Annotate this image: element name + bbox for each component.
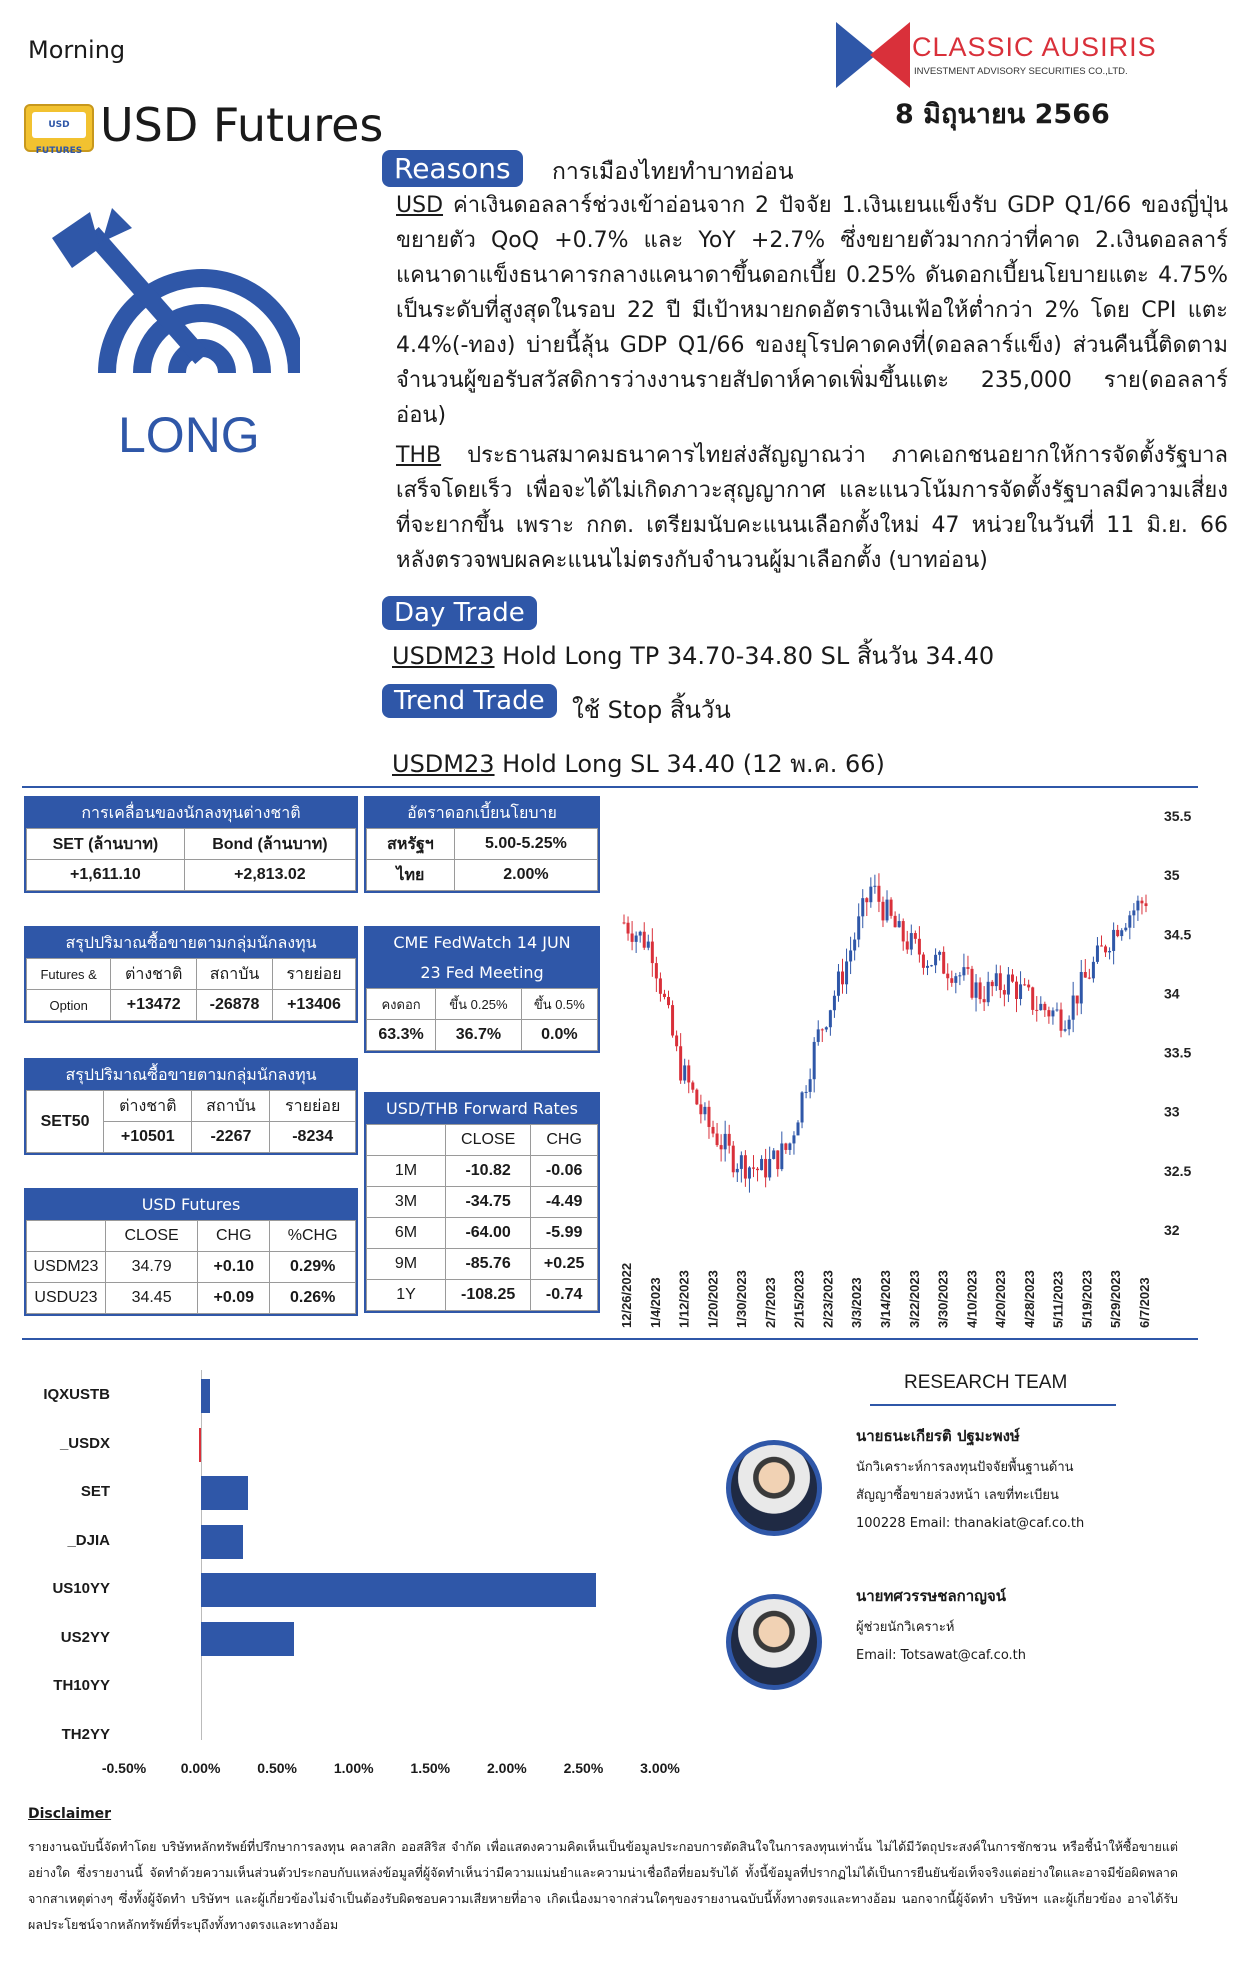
- day-trade-text: Hold Long TP 34.70-34.80 SL สิ้นวัน 34.40: [494, 642, 995, 670]
- candle-body: [792, 1135, 795, 1143]
- market-change-bar-chart: [0, 1350, 720, 1790]
- y-tick-label: 34: [1164, 985, 1180, 1002]
- fedwatch-title: [366, 928, 598, 988]
- investor-val: -2267: [192, 1122, 270, 1153]
- x-tick-label: 1/4/2023: [647, 1277, 663, 1328]
- candle-body: [987, 982, 990, 1002]
- report-date: 8 มิถุนายน 2566: [895, 99, 1110, 130]
- bar-mark: [201, 1476, 248, 1510]
- candle-body: [894, 916, 897, 927]
- candle-body: [922, 955, 925, 968]
- usd-futures-table-box: [24, 1188, 358, 1316]
- candle-body: [1108, 951, 1111, 952]
- trend-trade-contract: USDM23: [392, 750, 495, 778]
- bar-mark: [201, 1622, 294, 1656]
- fedwatch-box: [364, 926, 600, 1053]
- candle-body: [906, 941, 909, 949]
- investor-futures-label: Futures &: [27, 959, 111, 990]
- x-tick-label: 3/3/2023: [849, 1277, 865, 1328]
- candle-body: [1027, 985, 1030, 988]
- candle-body: [1064, 1029, 1067, 1031]
- candle-body: [890, 900, 893, 916]
- candle-body: [813, 1042, 816, 1079]
- candle-body: [1039, 1004, 1042, 1010]
- usd-futures-chg: +0.10: [198, 1252, 270, 1283]
- candle-body: [1120, 930, 1123, 936]
- candle-body: [764, 1159, 767, 1177]
- x-tick-label: 4/28/2023: [1021, 1270, 1037, 1328]
- candle-body: [845, 961, 848, 984]
- forward-tenor: 3M: [367, 1187, 446, 1218]
- candle-body: [756, 1169, 759, 1170]
- candle-body: [841, 972, 844, 985]
- candle-body: [999, 973, 1002, 990]
- y-tick-label: 33.5: [1164, 1044, 1192, 1061]
- foreign-flow-box: [24, 796, 358, 893]
- candle-body: [1047, 1010, 1050, 1016]
- investor-set50-title: สรุปปริมาณซื้อขายตามกลุ่มนักลงทุน: [26, 1060, 356, 1090]
- candle-body: [623, 922, 626, 923]
- section-divider-top: [22, 786, 1198, 788]
- target-arrow-icon: [52, 208, 300, 378]
- candle-body: [825, 1027, 828, 1029]
- x-tick-label: 1/20/2023: [705, 1270, 721, 1328]
- investor-val: -8234: [270, 1122, 356, 1153]
- candle-body: [647, 942, 650, 948]
- policy-rate-value: 2.00%: [454, 860, 597, 891]
- candle-body: [631, 934, 634, 942]
- x-tick-label: 3/22/2023: [906, 1270, 922, 1328]
- investor-val: +13406: [272, 990, 355, 1021]
- investor-col: สถาบัน: [192, 1091, 270, 1122]
- fedwatch-col: คงดอก: [367, 989, 436, 1020]
- thb-reason-paragraph: [396, 438, 1228, 578]
- candle-body: [671, 1005, 674, 1035]
- investor-col: รายย่อย: [272, 959, 355, 990]
- usd-futures-close: 34.45: [106, 1283, 198, 1314]
- candle-body: [817, 1029, 820, 1042]
- x-tick-label: 4/20/2023: [993, 1270, 1009, 1328]
- candle-body: [857, 916, 860, 939]
- candle-body: [679, 1046, 682, 1080]
- x-tick-label: 2/23/2023: [820, 1270, 836, 1328]
- brand-name: CLASSIC AUSIRIS: [912, 32, 1157, 62]
- candle-body: [1015, 982, 1018, 999]
- candle-body: [975, 982, 978, 997]
- candle-body: [995, 973, 998, 986]
- usd-reason-paragraph: [396, 188, 1228, 433]
- foreign-flow-col1: SET (ล้านบาท): [27, 829, 185, 860]
- candle-body: [772, 1150, 775, 1159]
- candle-body: [732, 1146, 735, 1173]
- product-title: USD Futures: [100, 98, 384, 152]
- trend-trade-note: ใช้ Stop สิ้นวัน: [572, 696, 731, 724]
- assistant-photo: [726, 1594, 822, 1690]
- disclaimer-text: รายงานฉบับนี้จัดทำโดย บริษัทหลักทรัพย์ที่ปรึกษาการลงทุน คลาสสิก ออสสิริส จำกัด เพื่อแสดงความคิดเห็นเป็นข้อมูลประกอบการตัดสินใจในการลงทุนเท่านั้น ไม่ได้มีวัตถุประสงค์ในการชักชวน หรือชี้นำให้ซื้อขายแต่อย่างใด ซึ่งรายงานนี้ จัดทำด้วยความเห็นส่วนตัวประกอบกับแหล่งข้อมูลที่ผู้จัดทำเห็นว่ามีความแม่นยำและความน่าเชื่อถือที่ยอมรับได้ ทั้งนี้ข้อมูลที่ปรากฏไม่ได้เป็นการยืนยันข้อเท็จจริงแต่อย่างใดและอาจมีข้อผิดพลาดจากสาเหตุต่างๆ ซึ่งทั้งผู้จัดทำ บริษัทฯ และผู้เกี่ยวข้องไม่จำเป็นต้องรับผิดชอบความเสียหายที่อาจ เกิดเนื่องมาจากส่วนใดๆของรายงานฉบับนี้ทั้งทางตรงและทางอ้อม นอกจากนี้ผู้จัดทำ บริษัทฯ และผู้เกี่ยวข้อง อาจได้รับผลประโยชน์จากหลักทรัพย์ที่ระบุถึงทั้งทางตรงและทางอ้อม: [28, 1839, 1178, 1932]
- candle-body: [675, 1036, 678, 1047]
- usd-futures-close: 34.79: [106, 1252, 198, 1283]
- candle-body: [1128, 915, 1131, 927]
- policy-rate-value: 5.00-5.25%: [454, 829, 597, 860]
- foreign-flow-val2: +2,813.02: [184, 860, 355, 891]
- forward-rates-box: [364, 1092, 600, 1313]
- foreign-flow-title: การเคลื่อนของนักลงทุนต่างชาติ: [26, 798, 356, 828]
- bar-category-label: TH10YY: [53, 1677, 110, 1695]
- session-label: Morning: [28, 36, 126, 64]
- reasons-tag: Reasons: [382, 150, 523, 187]
- analyst-line: สัญญาซื้อขายล่วงหน้า เลขที่ทะเบียน: [856, 1488, 1059, 1503]
- x-tick-label: 0.00%: [180, 1760, 221, 1776]
- x-tick-label: 2.50%: [563, 1760, 604, 1776]
- policy-rate-key: สหรัฐฯ: [367, 829, 455, 860]
- investor-futures-box: [24, 926, 358, 1023]
- fedwatch-col: ขึ้น 0.5%: [521, 989, 597, 1020]
- assistant-line: ผู้ช่วยนักวิเคราะห์: [856, 1620, 955, 1635]
- candle-body: [1023, 984, 1026, 985]
- usd-futures-chg: +0.09: [198, 1283, 270, 1314]
- y-tick-label: 33: [1164, 1103, 1180, 1120]
- fedwatch-title-1: CME FedWatch 14 JUN: [393, 933, 571, 952]
- badge-text: USD FUTURES: [32, 112, 86, 138]
- investor-val: +13472: [111, 990, 197, 1021]
- candle-body: [873, 886, 876, 887]
- candle-body: [1072, 996, 1075, 1020]
- usd-futures-table-title: USD Futures: [26, 1190, 356, 1220]
- usd-futures-pct: 0.29%: [270, 1252, 356, 1283]
- candle-body: [1116, 930, 1119, 936]
- candle-body: [1051, 1010, 1054, 1016]
- analyst-photo: [726, 1440, 822, 1536]
- usd-futures-col: %CHG: [270, 1221, 356, 1252]
- x-tick-label: 3/30/2023: [935, 1270, 951, 1328]
- analyst-card: [856, 1424, 1084, 1538]
- x-tick-label: 0.50%: [257, 1760, 297, 1776]
- forward-close: -85.76: [446, 1249, 531, 1280]
- forward-tenor: 9M: [367, 1249, 446, 1280]
- investor-futures-label: Option: [27, 990, 111, 1021]
- bar-mark: [201, 1573, 596, 1607]
- forward-rates-title: USD/THB Forward Rates: [366, 1094, 598, 1124]
- x-tick-label: 1/12/2023: [676, 1270, 692, 1328]
- investor-col: ต่างชาติ: [111, 959, 197, 990]
- candle-body: [635, 936, 638, 942]
- candle-body: [971, 969, 974, 998]
- candle-body: [934, 955, 937, 965]
- trend-trade-tag: Trend Trade: [382, 684, 557, 718]
- candle-body: [958, 975, 961, 976]
- candle-body: [1136, 901, 1139, 911]
- candle-body: [1055, 1009, 1058, 1010]
- forward-col: CLOSE: [446, 1125, 531, 1156]
- candle-body: [1140, 901, 1143, 904]
- brand-sub: INVESTMENT ADVISORY SECURITIES CO.,LTD.: [914, 66, 1128, 77]
- candle-body: [1011, 975, 1014, 982]
- x-tick-label: 1.00%: [333, 1760, 374, 1776]
- candle-body: [914, 933, 917, 939]
- candle-body: [768, 1159, 771, 1177]
- candle-body: [784, 1143, 787, 1149]
- analyst-email: 100228 Email: thanakiat@caf.co.th: [856, 1516, 1085, 1531]
- bar-category-label: _DJIA: [67, 1531, 110, 1549]
- candle-body: [663, 994, 666, 997]
- candle-body: [881, 902, 884, 921]
- candle-body: [1084, 972, 1087, 978]
- candle-body: [655, 963, 658, 978]
- candle-body: [849, 950, 852, 961]
- candle-body: [639, 932, 642, 936]
- policy-rate-title: อัตราดอกเบี้ยนโยบาย: [366, 798, 598, 828]
- candle-body: [691, 1082, 694, 1089]
- reasons-headline: การเมืองไทยทำบาทอ่อน: [552, 159, 794, 185]
- usd-futures-badge: [24, 104, 94, 156]
- candle-body: [902, 921, 905, 941]
- candle-body: [1031, 987, 1034, 1010]
- candle-body: [1112, 930, 1115, 951]
- candle-body: [979, 982, 982, 999]
- candle-body: [938, 952, 941, 955]
- x-tick-label: 2/15/2023: [791, 1270, 807, 1328]
- candle-body: [966, 967, 969, 969]
- bar-mark: [199, 1428, 201, 1462]
- assistant-email: Email: Totsawat@caf.co.th: [856, 1648, 1027, 1663]
- candle-body: [752, 1167, 755, 1168]
- research-team-title: RESEARCH TEAM: [904, 1372, 1068, 1393]
- candle-body: [861, 898, 864, 916]
- candle-body: [707, 1107, 710, 1127]
- bar-category-label: IQXUSTB: [43, 1386, 110, 1404]
- forward-col: CHG: [531, 1125, 598, 1156]
- usd-futures-col: CLOSE: [106, 1221, 198, 1252]
- analyst-line: นักวิเคราะห์การลงทุนปัจจัยพื้นฐานด้าน: [856, 1460, 1074, 1475]
- candle-body: [962, 967, 965, 975]
- fedwatch-val: 36.7%: [436, 1020, 522, 1051]
- x-tick-label: 6/7/2023: [1137, 1277, 1152, 1328]
- policy-rate-key: ไทย: [367, 860, 455, 891]
- candle-body: [627, 923, 630, 934]
- candle-body: [1043, 1004, 1046, 1010]
- candle-body: [1007, 975, 1010, 995]
- candle-body: [659, 978, 662, 993]
- y-tick-label: 32.5: [1164, 1162, 1192, 1179]
- foreign-flow-col2: Bond (ล้านบาท): [184, 829, 355, 860]
- bar-category-label: US2YY: [60, 1628, 110, 1646]
- candle-body: [683, 1065, 686, 1080]
- x-tick-label: -0.50%: [101, 1760, 147, 1776]
- candle-body: [991, 982, 994, 986]
- y-tick-label: 35.5: [1164, 808, 1192, 824]
- candle-body: [898, 921, 901, 927]
- fedwatch-val: 0.0%: [521, 1020, 597, 1051]
- usd-futures-symbol: USDM23: [27, 1252, 106, 1283]
- usd-futures-symbol: USDU23: [27, 1283, 106, 1314]
- forward-tenor: 6M: [367, 1218, 446, 1249]
- investor-col: สถาบัน: [197, 959, 273, 990]
- forward-close: -10.82: [446, 1156, 531, 1187]
- candle-body: [1100, 945, 1103, 946]
- candle-body: [788, 1143, 791, 1150]
- candle-body: [643, 932, 646, 948]
- candle-body: [942, 952, 945, 974]
- usd-futures-pct: 0.26%: [270, 1283, 356, 1314]
- day-trade-line: [392, 636, 994, 675]
- candle-body: [821, 1029, 824, 1030]
- investor-set50-box: [24, 1058, 358, 1155]
- disclaimer-title: Disclaimer: [28, 1806, 112, 1822]
- investor-futures-title: สรุปปริมาณซื้อขายตามกลุ่มนักลงทุน: [26, 928, 356, 958]
- candle-body: [1088, 978, 1091, 979]
- analyst-name: นายธนะเกียรติ ปฐมะพงษ์: [856, 1427, 1020, 1445]
- candle-body: [797, 1122, 800, 1135]
- candle-body: [833, 996, 836, 1010]
- x-tick-label: 2/7/2023: [762, 1277, 778, 1328]
- candle-body: [780, 1143, 783, 1169]
- forward-close: -108.25: [446, 1280, 531, 1311]
- candle-body: [1132, 910, 1135, 915]
- candle-body: [805, 1092, 808, 1093]
- candle-body: [1035, 1010, 1038, 1011]
- candle-body: [926, 966, 929, 968]
- candle-body: [740, 1155, 743, 1169]
- candle-body: [748, 1167, 751, 1178]
- fedwatch-title-2: 23 Fed Meeting: [420, 963, 544, 982]
- candle-body: [809, 1079, 812, 1092]
- candle-body: [720, 1145, 723, 1149]
- y-tick-label: 35: [1164, 867, 1180, 884]
- investor-col: ต่างชาติ: [104, 1091, 192, 1122]
- bar-category-label: SET: [80, 1483, 110, 1501]
- x-tick-label: 2.00%: [486, 1760, 527, 1776]
- forward-chg: -4.49: [531, 1187, 598, 1218]
- x-tick-label: 5/11/2023: [1050, 1270, 1066, 1328]
- x-tick-label: 3.00%: [640, 1760, 680, 1776]
- fedwatch-col: ขึ้น 0.25%: [436, 989, 522, 1020]
- candle-body: [1145, 903, 1148, 906]
- day-trade-tag: Day Trade: [382, 596, 537, 630]
- forward-close: -64.00: [446, 1218, 531, 1249]
- fedwatch-val: 63.3%: [367, 1020, 436, 1051]
- forward-close: -34.75: [446, 1187, 531, 1218]
- candle-body: [950, 978, 953, 983]
- y-tick-label: 34.5: [1164, 926, 1192, 943]
- x-tick-label: 3/14/2023: [878, 1270, 893, 1328]
- candle-body: [918, 939, 921, 955]
- candle-body: [712, 1127, 715, 1134]
- candle-body: [853, 940, 856, 951]
- candle-body: [651, 942, 654, 964]
- candle-body: [801, 1092, 804, 1122]
- candle-body: [910, 933, 913, 949]
- thb-key: THB: [396, 443, 442, 468]
- forward-chg: -5.99: [531, 1218, 598, 1249]
- candle-body: [724, 1134, 727, 1149]
- x-tick-label: 1.50%: [410, 1760, 451, 1776]
- y-tick-label: 32: [1164, 1222, 1180, 1238]
- candle-body: [865, 898, 868, 902]
- research-team-underline: [870, 1404, 1116, 1406]
- x-tick-label: 5/29/2023: [1108, 1270, 1124, 1328]
- investor-col: รายย่อย: [270, 1091, 356, 1122]
- candle-body: [886, 900, 889, 921]
- candle-body: [716, 1134, 719, 1146]
- trend-trade-line: [392, 744, 885, 783]
- candle-body: [744, 1155, 747, 1178]
- thb-text: ประธานสมาคมธนาคารไทยส่งสัญญาณว่า ภาคเอกชนอยากให้การจัดตั้งรัฐบาลเสร็จโดยเร็ว เพื่อจะได้ไม่เกิดภาวะสุญญากาศ และแนวโน้มการจัดตั้งรัฐบาลมีความเสี่ยงที่จะยากขึ้น เพราะ กกต. เตรียมนับคะแนนเลือกตั้งใหม่ 47 หน่วยในวันที่ 11 มิ.ย. 66 หลังตรวจพบผลคะแนนไม่ตรงกับจำนวนผู้มาเลือกตั้ง (บาทอ่อน): [396, 443, 1228, 573]
- usd-futures-col: CHG: [198, 1221, 270, 1252]
- candle-body: [946, 974, 949, 979]
- forward-chg: +0.25: [531, 1249, 598, 1280]
- candle-body: [703, 1107, 706, 1114]
- candle-body: [736, 1169, 739, 1172]
- candle-body: [1076, 996, 1079, 1004]
- candle-body: [1096, 945, 1099, 961]
- section-divider-bottom: [22, 1338, 1198, 1340]
- bar-category-label: _USDX: [59, 1434, 110, 1452]
- candle-body: [760, 1159, 763, 1170]
- policy-rate-box: [364, 796, 600, 893]
- usdthb-candlestick-chart: [612, 800, 1212, 1330]
- candle-body: [699, 1104, 702, 1114]
- candle-body: [869, 887, 872, 903]
- candle-body: [829, 1010, 832, 1027]
- day-trade-contract: USDM23: [392, 642, 495, 670]
- trend-trade-text: Hold Long SL 34.40 (12 พ.ค. 66): [494, 750, 885, 778]
- candle-body: [1060, 1009, 1063, 1030]
- foreign-flow-val1: +1,611.10: [27, 860, 185, 891]
- bar-mark: [201, 1379, 210, 1413]
- candle-body: [667, 997, 670, 1005]
- forward-tenor: 1Y: [367, 1280, 446, 1311]
- candle-body: [877, 886, 880, 902]
- forward-chg: -0.74: [531, 1280, 598, 1311]
- candle-body: [1068, 1020, 1071, 1029]
- investor-set50-label: SET50: [27, 1091, 104, 1153]
- candle-body: [954, 976, 957, 983]
- x-tick-label: 5/19/2023: [1079, 1270, 1095, 1328]
- candle-body: [1092, 962, 1095, 978]
- candle-body: [776, 1150, 779, 1169]
- x-tick-label: 1/30/2023: [734, 1270, 750, 1328]
- candle-body: [1019, 984, 1022, 999]
- candle-body: [837, 972, 840, 996]
- candle-body: [1003, 990, 1006, 995]
- investor-val: +10501: [104, 1122, 192, 1153]
- candle-body: [930, 965, 933, 966]
- brand-logo: [836, 22, 910, 88]
- bar-category-label: US10YY: [52, 1580, 110, 1598]
- assistant-name: นายทศวรรษชลกาญจน์: [856, 1587, 1006, 1605]
- usd-key: USD: [396, 193, 444, 218]
- candle-body: [728, 1134, 731, 1146]
- bar-category-label: TH2YY: [61, 1725, 110, 1743]
- candle-body: [1124, 928, 1127, 931]
- bar-mark: [201, 1525, 244, 1559]
- signal-label: LONG: [118, 407, 260, 463]
- candle-body: [687, 1065, 690, 1082]
- usd-text: ค่าเงินดอลลาร์ช่วงเข้าอ่อนจาก 2 ปัจจัย 1.เงินเยนแข็งรับ GDP Q1/66 ของญี่ปุ่นขยายตัว QoQ +0.7% และ YoY +2.7% ซึ่งขยายตัวมากกว่าที่คาด 2.เงินดอลลาร์แคนาดาแข็งธนาคารกลางแคนาดาขึ้นดอกเบี้ย 0.25% ดันดอกเบี้ยนโยบายแตะ 4.75% เป็นระดับที่สูงสุดในรอบ 22 ปี มีเป้าหมายกดอัตราเงินเฟ้อให้ต่ำกว่า 2% โดย CPI แตะ 4.4%(-ทอง) บ่ายนี้ลุ้น GDP Q1/66 ของยุโรปคาดคงที่(ดอลลาร์แข็ง) ส่วนคืนนี้ติดตามจำนวนผู้ขอรับสวัสดิการว่างงานรายสัปดาห์คาดเพิ่มขึ้นแตะ 235,000 ราย(ดอลลาร์อ่อน): [396, 193, 1228, 428]
- forward-chg: -0.06: [531, 1156, 598, 1187]
- investor-val: -26878: [197, 990, 273, 1021]
- x-tick-label: 12/26/2022: [619, 1262, 634, 1328]
- candle-body: [1080, 972, 1083, 1003]
- candle-body: [695, 1090, 698, 1105]
- candle-body: [1104, 946, 1107, 952]
- assistant-card: [856, 1584, 1026, 1670]
- x-tick-label: 4/10/2023: [964, 1270, 980, 1328]
- forward-tenor: 1M: [367, 1156, 446, 1187]
- candle-body: [983, 999, 986, 1002]
